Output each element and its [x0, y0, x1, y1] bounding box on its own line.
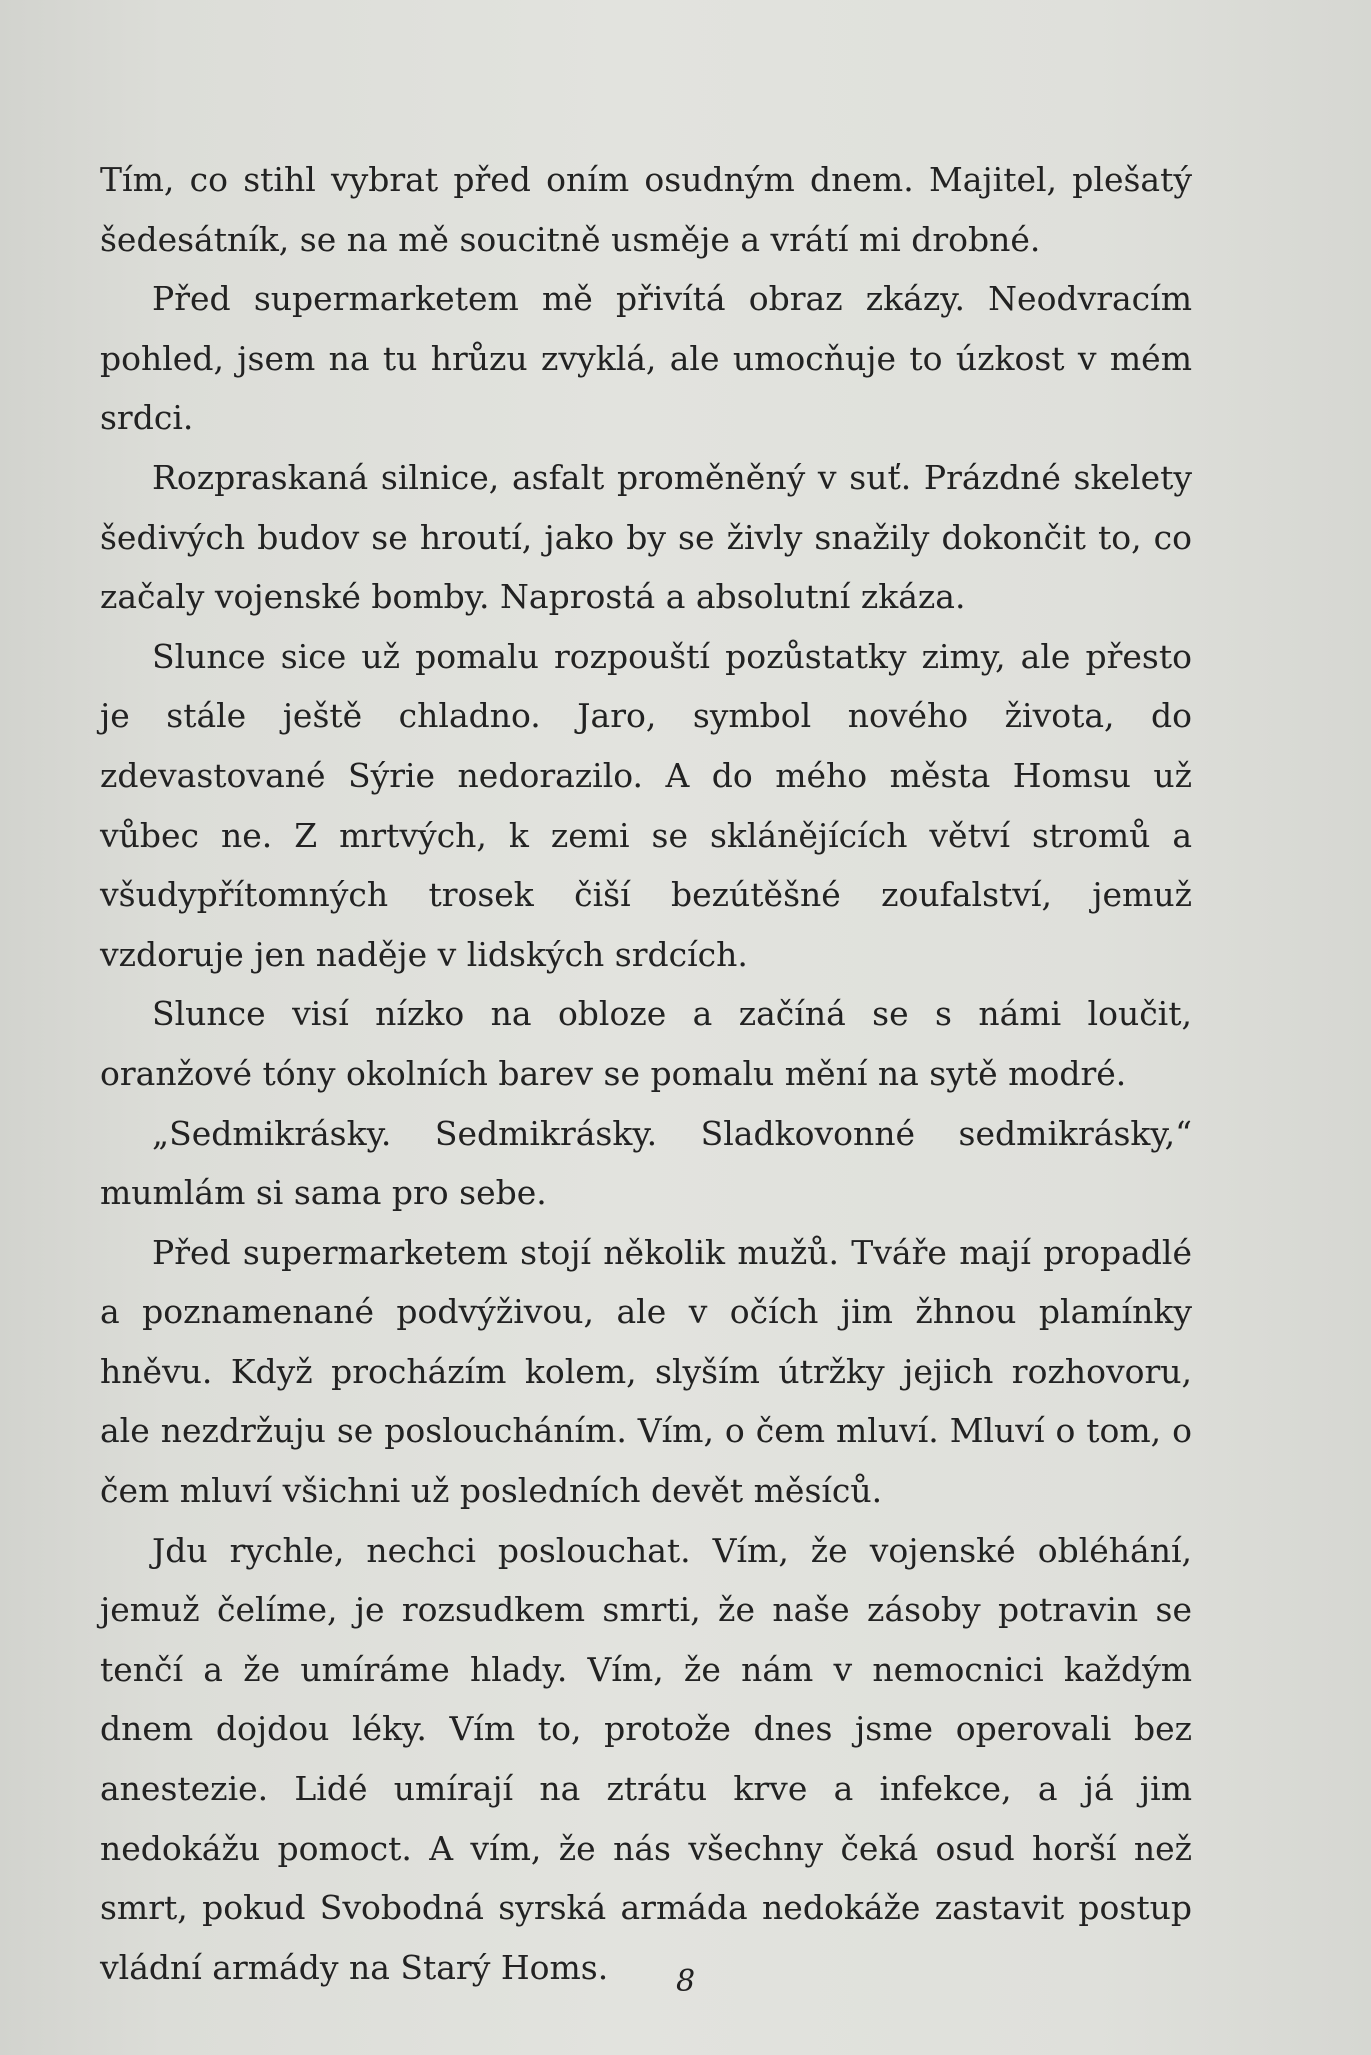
paragraph-1: Tím, co stihl vybrat před oním osudným dnem. Majitel, plešatý šedesátník, se na mě soucitně usměje a vrátí mi drobné.	[100, 160, 1192, 259]
paragraph-6: „Sedmikrásky. Sedmikrásky. Sladkovonné sedmikrásky,“ mumlám si sama pro sebe.	[100, 1113, 1192, 1213]
paragraph-5: Slunce visí nízko na obloze a začíná se s námi loučit, oranžové tóny okolních barev se pomalu mění na sytě modré.	[100, 994, 1192, 1093]
paragraph-2: Před supermarketem mě přivítá obraz zkázy. Neodvracím pohled, jsem na tu hrůzu zvyklá, ale umocňuje to úzkost v mém srdci.	[100, 279, 1192, 438]
page-number: 8	[675, 1964, 696, 1999]
paragraph-8: Jdu rychle, nechci poslouchat. Vím, že vojenské obléhání, jemuž čelíme, je rozsudkem smrti, že naše zásoby potravin se tenčí a že umíráme hlady. Vím, že nám v nemocnici každým dnem dojdou léky. Vím to, protože dnes jsme operovali bez anestezie. Lidé umírají na ztrátu krve a infekce, a já jim nedokážu pomoct. A vím, že nás všechny čeká osud horší než smrt, pokud Svobodná syrská armáda nedokáže zastavit postup vládní armády na Starý Homs.	[100, 1530, 1192, 1987]
paragraph-4: Slunce sice už pomalu rozpouští pozůstatky zimy, ale přesto je stále ještě chladno. Jaro, symbol nového života, do zdevastované Sýrie nedorazilo. A do mého města Homsu už vůbec ne. Z mrtvých, k zemi se sklánějících větví stromů a všudypřítomných trosek čiší bezútěšné zoufalství, jemuž vzdoruje jen naděje v lidských srdcích.	[100, 636, 1192, 974]
paragraph-7: Před supermarketem stojí několik mužů. Tváře mají propadlé a poznamenané podvýživou, ale v očích jim žhnou plamínky hněvu. Když procházím kolem, slyším útržky jejich rozhovoru, ale nezdržuju se posloucháním. Vím, o čem mluví. Mluví o tom, o čem mluví všichni už posledních devět měsíců.	[100, 1232, 1192, 1511]
paragraph-3: Rozpraskaná silnice, asfalt proměněný v suť. Prázdné skelety šedivých budov se hroutí, jako by se živly snažily dokončit to, co začaly vojenské bomby. Naprostá a absolutní zkáza.	[100, 457, 1192, 617]
body-text	[100, 150, 1192, 1997]
